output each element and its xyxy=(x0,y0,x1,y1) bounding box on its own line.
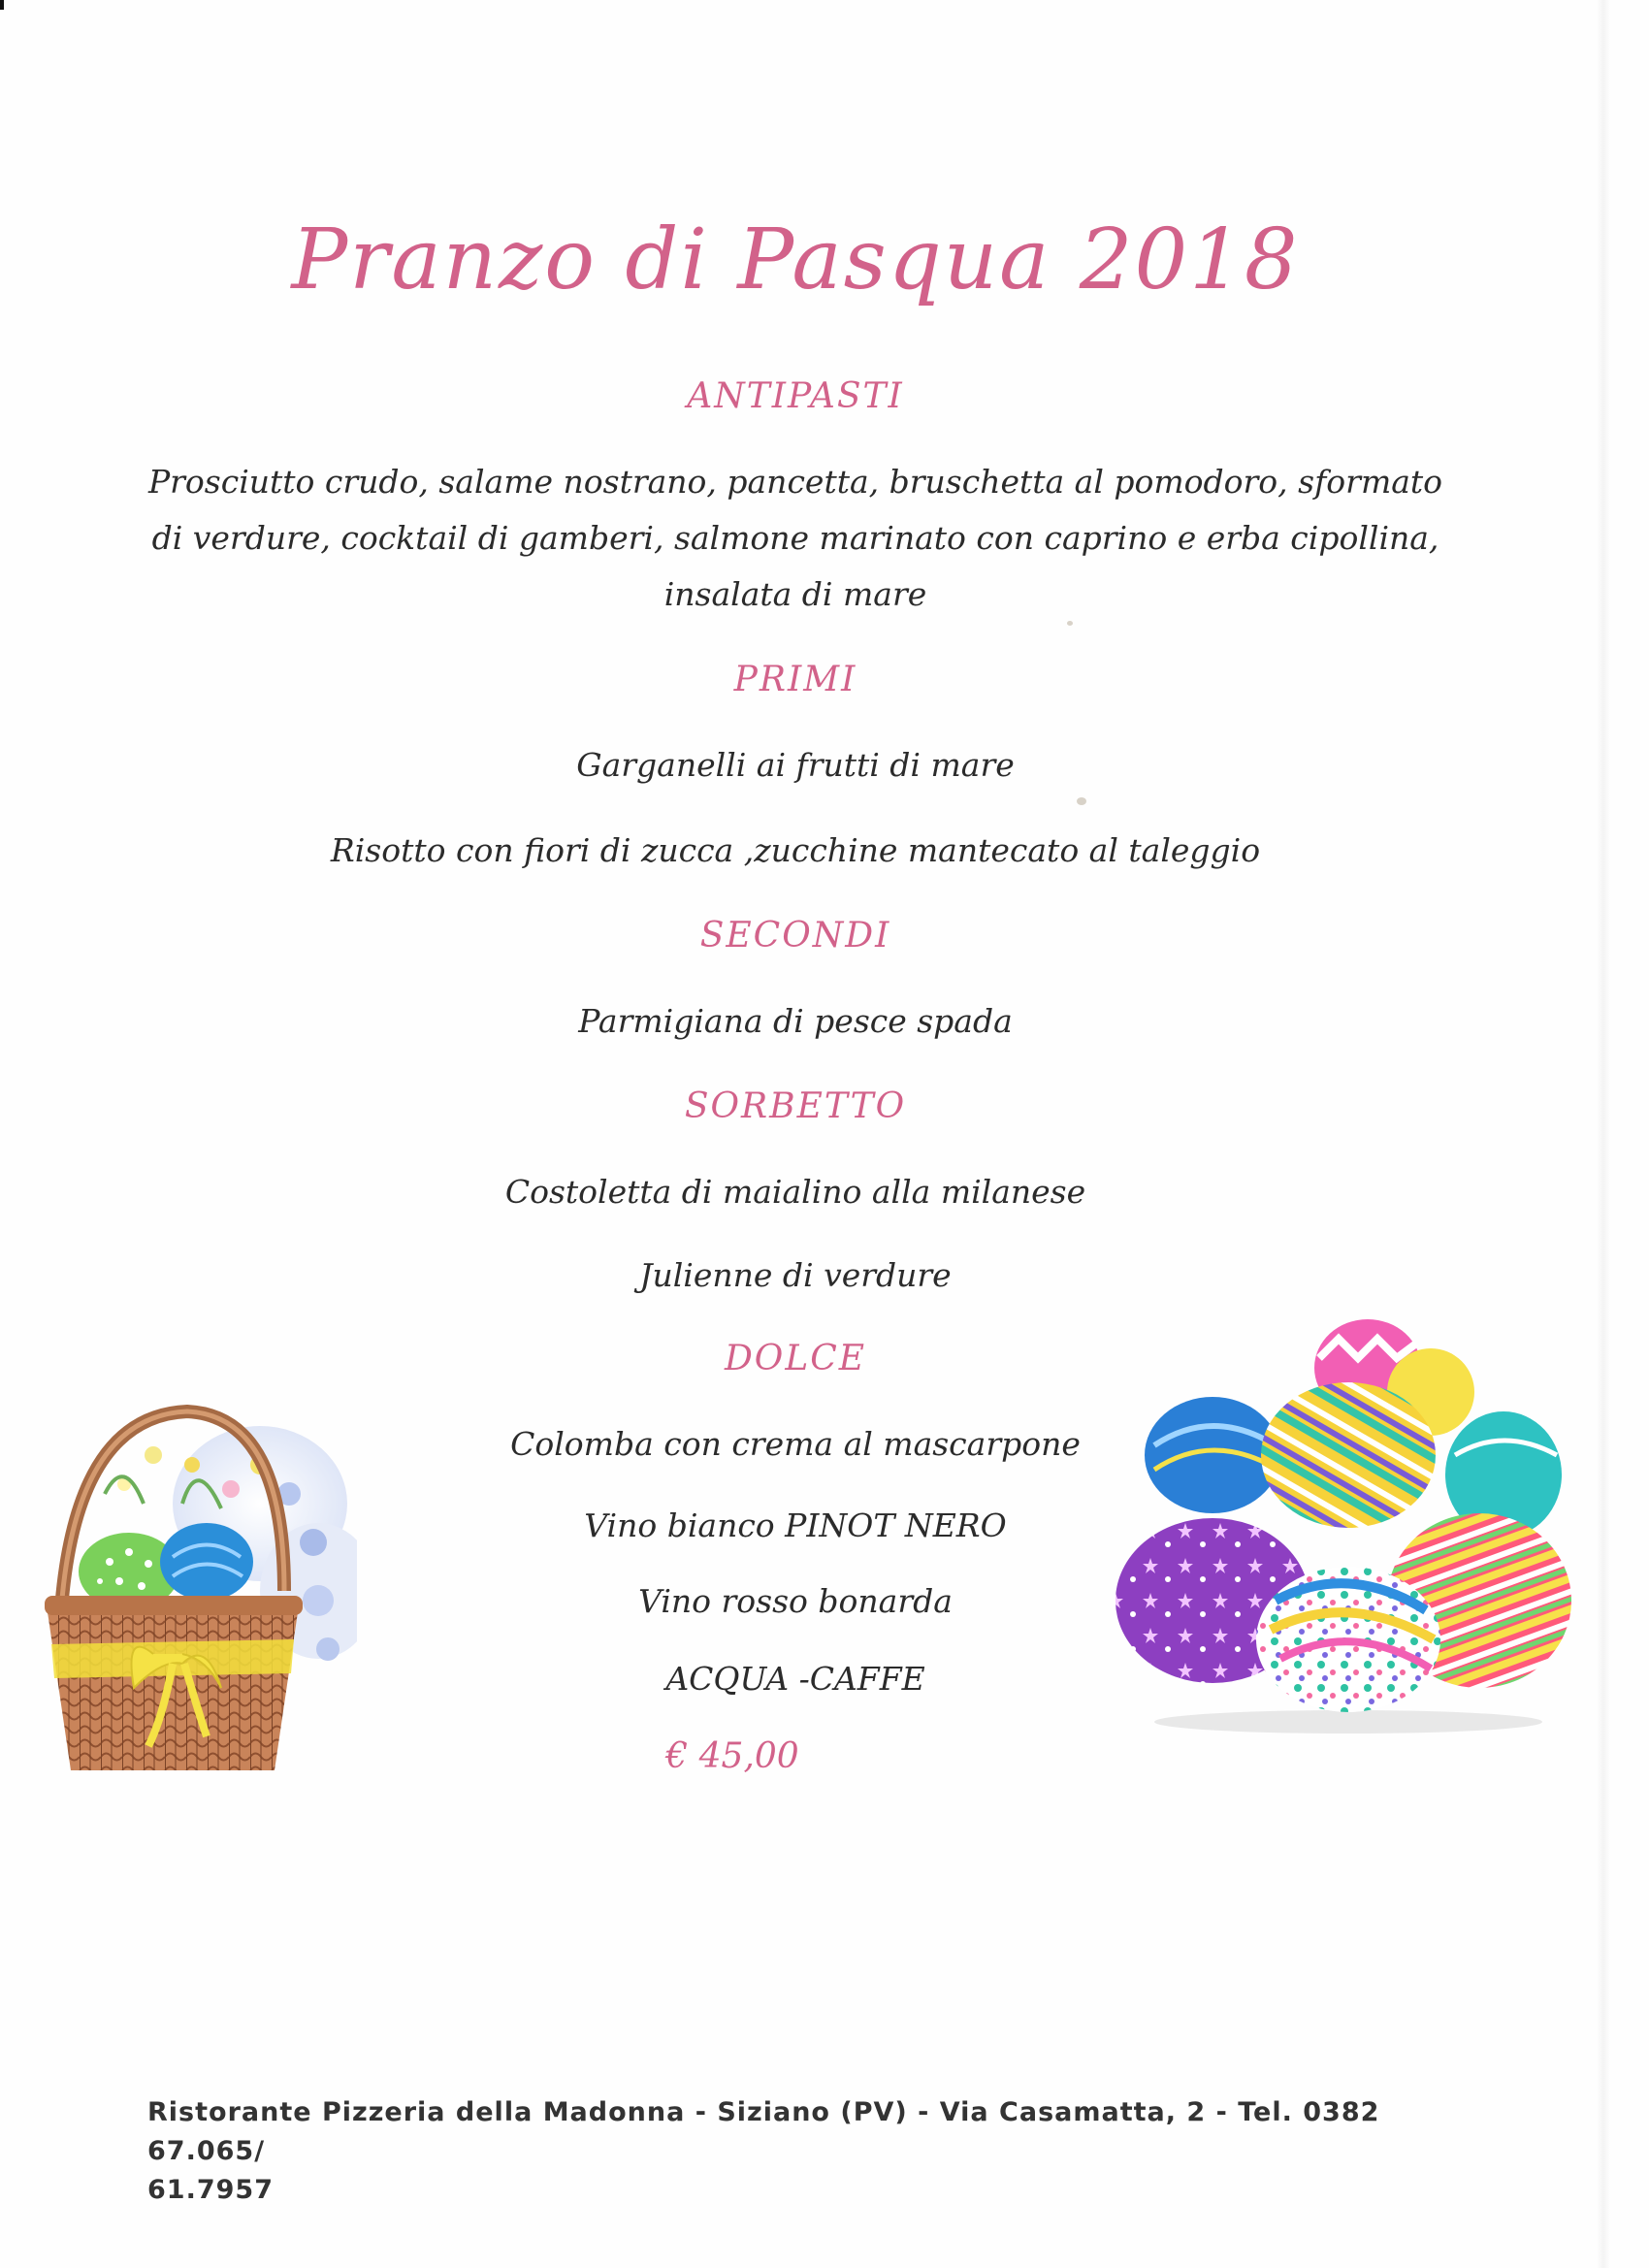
dish-secondi-1: Parmigiana di pesce spada xyxy=(578,1002,1013,1040)
easter-basket-icon xyxy=(37,1397,357,1775)
restaurant-footer xyxy=(147,2093,1408,2210)
menu-price: € 45,00 xyxy=(665,1736,799,1776)
dish-sorbetto-1: Costoletta di maialino alla milanese xyxy=(504,1173,1086,1211)
section-heading-antipasti: ANTIPASTI xyxy=(687,376,904,416)
scan-speck xyxy=(1077,797,1086,805)
scan-edge xyxy=(1597,0,1610,2268)
scan-speck xyxy=(1067,621,1073,626)
dish-primi-1: Garganelli ai frutti di mare xyxy=(576,746,1015,784)
section-heading-primi: PRIMI xyxy=(733,660,857,699)
dish-antipasti: Prosciutto crudo, salame nostrano, pancetta, bruschetta al pomodoro, sformato di verdure, cocktail di gamberi, salmone marinato con caprino e erba cipollina, insalata di mare xyxy=(147,463,1443,613)
scan-corner-mark xyxy=(0,0,4,10)
section-heading-secondi: SECONDI xyxy=(699,916,891,956)
dish-dolce-4: ACQUA -CAFFE xyxy=(665,1660,925,1698)
menu-title: Pranzo di Pasqua 2018 xyxy=(291,211,1300,308)
dish-dolce-1: Colomba con crema al mascarpone xyxy=(510,1425,1081,1463)
footer-line-1: Ristorante Pizzeria della Madonna - Siziano (PV) - Via Casamatta, 2 - Tel. 0382 67.065/ xyxy=(147,2097,1380,2166)
dish-primi-2: Risotto con fiori di zucca ,zucchine mantecato al taleggio xyxy=(330,831,1261,869)
dish-dolce-3: Vino rosso bonarda xyxy=(638,1582,953,1620)
section-heading-dolce: DOLCE xyxy=(724,1339,867,1378)
section-heading-sorbetto: SORBETTO xyxy=(684,1086,907,1126)
dish-sorbetto-2: Julienne di verdure xyxy=(639,1256,952,1294)
easter-eggs-icon xyxy=(1106,1310,1571,1736)
footer-line-2: 61.7957 xyxy=(147,2175,274,2205)
dish-dolce-2: Vino bianco PINOT NERO xyxy=(584,1507,1007,1544)
